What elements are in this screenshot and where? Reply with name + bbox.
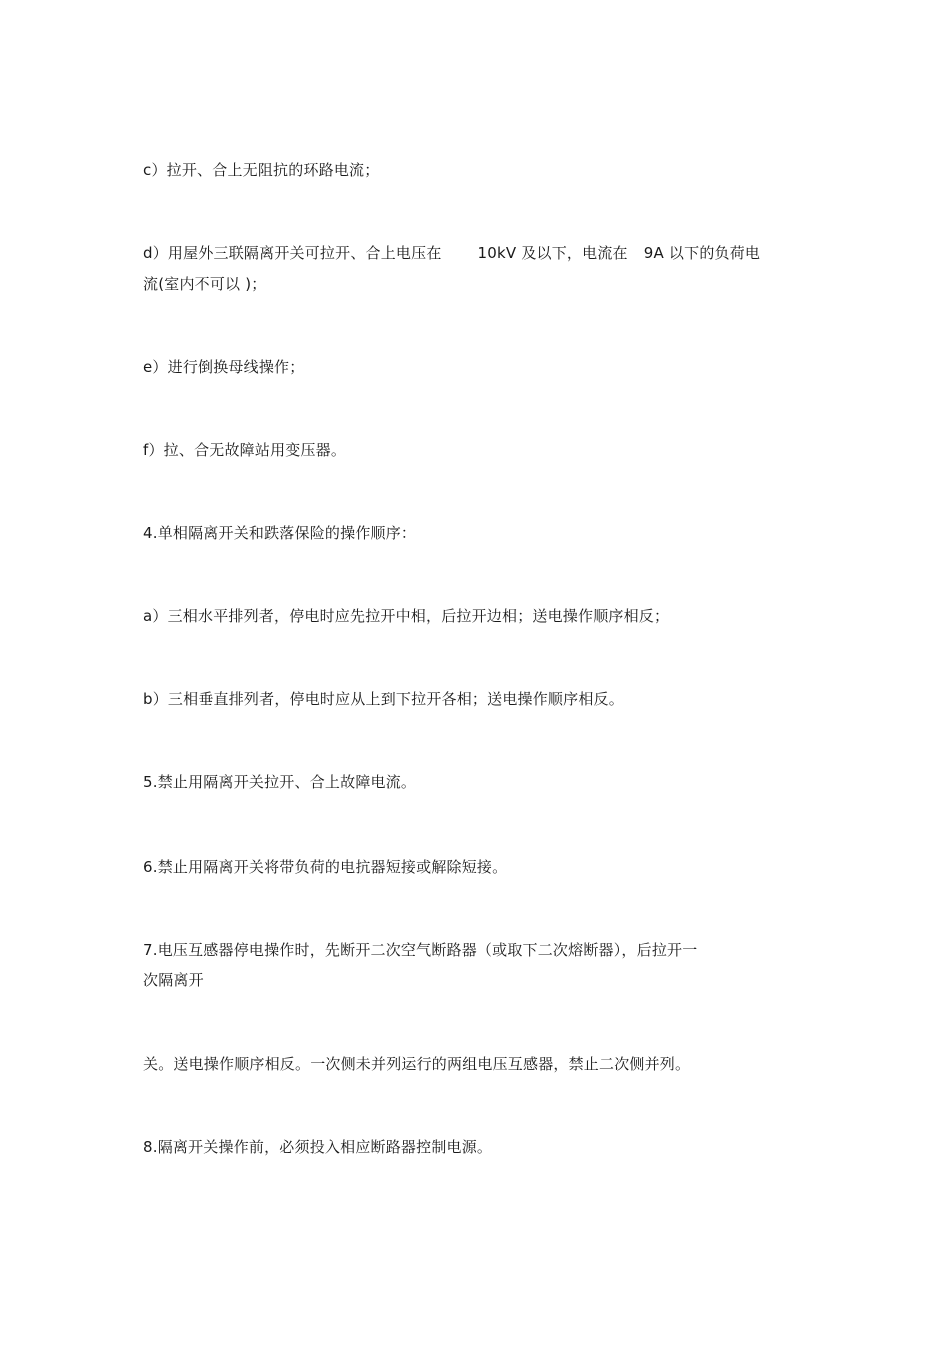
item-d-text-part-1: d）用屋外三联隔离开关可拉开、合上电压在	[143, 244, 442, 262]
item-f: f）拉、合无故障站用变压器。	[143, 441, 347, 459]
section-5: 5.禁止用隔离开关拉开、合上故障电流。	[143, 773, 417, 791]
item-e: e）进行倒换母线操作；	[143, 358, 305, 376]
item-d-line-2: 流(室内不可以 )；	[143, 275, 267, 293]
section-7-line-1: 7.电压互感器停电操作时，先断开二次空气断路器（或取下二次熔断器），后拉开一	[143, 941, 698, 959]
section-4-heading: 4.单相隔离开关和跌落保险的操作顺序：	[143, 524, 417, 542]
item-d-line-1	[143, 243, 760, 263]
item-d-text-part-3: 9A 以下的负荷电	[643, 244, 761, 262]
section-7-line-2: 次隔离开	[143, 971, 204, 989]
section-6: 6.禁止用隔离开关将带负荷的电抗器短接或解除短接。	[143, 858, 508, 876]
item-d-text-part-2: 10kV 及以下，电流在	[477, 244, 628, 262]
section-8: 8.隔离开关操作前，必须投入相应断路器控制电源。	[143, 1138, 493, 1156]
section-7-line-3: 关。送电操作顺序相反。一次侧未并列运行的两组电压互感器，禁止二次侧并列。	[143, 1055, 691, 1073]
item-4b: b）三相垂直排列者，停电时应从上到下拉开各相；送电操作顺序相反。	[143, 690, 624, 708]
item-c: c）拉开、合上无阻抗的环路电流；	[143, 161, 380, 179]
item-4a: a）三相水平排列者，停电时应先拉开中相，后拉开边相；送电操作顺序相反；	[143, 607, 670, 625]
